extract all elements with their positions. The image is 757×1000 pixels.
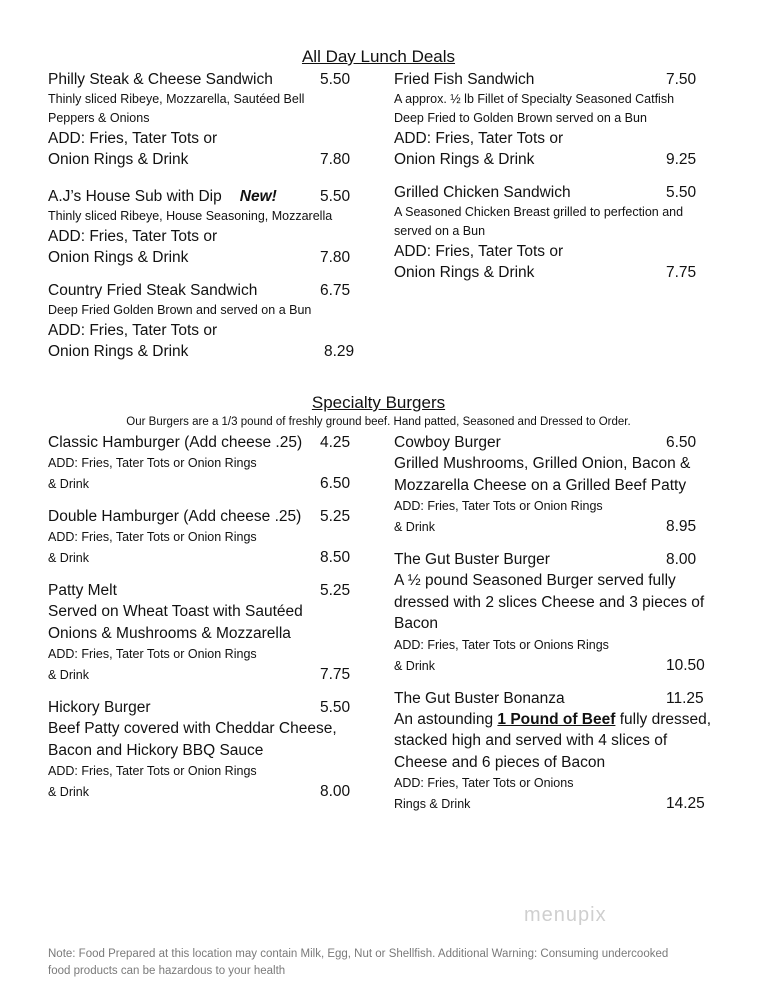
item-desc: Beef Patty covered with Cheddar Cheese, bbox=[48, 720, 337, 737]
item-addon: & Drink bbox=[48, 477, 89, 491]
item-addon: ADD: Fries, Tater Tots or bbox=[48, 228, 218, 245]
item-price: 5.25 bbox=[320, 508, 351, 525]
item-name: Hickory Burger bbox=[48, 699, 151, 716]
item-addon-price: 7.80 bbox=[320, 151, 351, 168]
item-name: Classic Hamburger (Add cheese .25) bbox=[48, 434, 303, 451]
menu-item bbox=[394, 549, 734, 677]
item-addon-price: 8.95 bbox=[666, 518, 697, 535]
item-name-row bbox=[394, 69, 714, 90]
burgers-subtitle: Our Burgers are a 1/3 pound of freshly ground beef. Hand patted, Seasoned and Dressed to Order. bbox=[126, 416, 631, 428]
menu-item bbox=[48, 697, 358, 803]
item-addon: ADD: Fries, Tater Tots or Onion Rings bbox=[48, 764, 257, 778]
item-name-row bbox=[48, 186, 358, 207]
item-name-row bbox=[48, 280, 358, 301]
item-addon-price: 7.80 bbox=[320, 249, 351, 266]
item-addon: Onion Rings & Drink bbox=[48, 343, 189, 360]
item-desc-rich bbox=[394, 709, 734, 731]
item-price: 5.50 bbox=[320, 699, 351, 716]
item-name-row bbox=[394, 688, 734, 709]
menu-item bbox=[48, 280, 358, 362]
item-name: Country Fried Steak Sandwich bbox=[48, 282, 258, 299]
lunch-right-column bbox=[394, 69, 714, 297]
item-price: 7.50 bbox=[666, 71, 697, 88]
item-addon-price: 8.00 bbox=[320, 783, 351, 800]
item-desc: Grilled Mushrooms, Grilled Onion, Bacon & bbox=[394, 455, 691, 472]
item-desc: Peppers & Onions bbox=[48, 111, 150, 125]
item-name: A.J’s House Sub with Dip bbox=[48, 188, 222, 205]
item-name-row bbox=[48, 432, 358, 453]
item-addon: ADD: Fries, Tater Tots or Onion Rings bbox=[48, 647, 257, 661]
item-desc: Thinly sliced Ribeye, Mozzarella, Sautéed Bell bbox=[48, 92, 305, 106]
item-addon-row bbox=[394, 149, 714, 170]
item-desc: Served on Wheat Toast with Sautéed bbox=[48, 603, 303, 620]
item-desc: dressed with 2 slices Cheese and 3 pieces of bbox=[394, 593, 705, 611]
item-desc: A approx. ½ lb Fillet of Specialty Seasoned Catfish bbox=[394, 92, 675, 106]
desc-text: An astounding bbox=[394, 710, 498, 728]
item-desc: A ½ pound Seasoned Burger served fully bbox=[394, 572, 676, 589]
item-desc: Mozzarella Cheese on a Grilled Beef Patty bbox=[394, 476, 687, 494]
item-addon-price: 9.25 bbox=[666, 151, 697, 168]
item-addon: ADD: Fries, Tater Tots or Onions Rings bbox=[394, 637, 609, 652]
desc-highlight: 1 Pound of Beef bbox=[497, 710, 616, 728]
item-addon-row bbox=[48, 664, 358, 686]
item-addon: ADD: Fries, Tater Tots or Onion Rings bbox=[48, 456, 257, 470]
menu-item bbox=[48, 580, 358, 686]
burgers-left-column bbox=[48, 432, 358, 817]
item-addon-price: 6.50 bbox=[320, 475, 351, 492]
item-name: Fried Fish Sandwich bbox=[394, 71, 535, 88]
item-addon: Onion Rings & Drink bbox=[48, 249, 189, 266]
item-desc: served on a Bun bbox=[394, 224, 486, 238]
item-addon: ADD: Fries, Tater Tots or Onion Rings bbox=[394, 499, 603, 513]
lunch-section-title: All Day Lunch Deals bbox=[301, 47, 456, 66]
new-badge: New! bbox=[239, 188, 277, 205]
item-addon: ADD: Fries, Tater Tots or bbox=[394, 243, 564, 260]
menu-item bbox=[48, 506, 358, 569]
item-addon-row bbox=[394, 516, 734, 538]
item-name: Philly Steak & Cheese Sandwich bbox=[48, 71, 273, 88]
lunch-left-column bbox=[48, 69, 358, 376]
menu-item bbox=[48, 432, 358, 495]
item-addon-row bbox=[48, 247, 358, 268]
item-addon: ADD: Fries, Tater Tots or bbox=[48, 322, 218, 339]
item-addon: & Drink bbox=[48, 551, 89, 565]
item-addon-price: 10.50 bbox=[666, 656, 705, 674]
item-price: 6.75 bbox=[320, 282, 351, 299]
item-addon-row bbox=[394, 262, 714, 283]
item-addon: & Drink bbox=[48, 785, 89, 799]
menu-item bbox=[48, 69, 358, 170]
item-addon: & Drink bbox=[48, 668, 89, 682]
item-name: The Gut Buster Bonanza bbox=[394, 689, 565, 707]
item-price: 8.00 bbox=[666, 551, 697, 568]
item-price: 5.25 bbox=[320, 582, 351, 599]
item-price: 4.25 bbox=[320, 434, 351, 451]
item-name-row bbox=[394, 549, 734, 570]
item-addon: & Drink bbox=[394, 658, 435, 673]
item-name-row bbox=[394, 182, 714, 203]
item-addon-row bbox=[48, 547, 358, 569]
menu-item bbox=[394, 688, 734, 816]
item-addon: Rings & Drink bbox=[394, 797, 471, 811]
item-addon: ADD: Fries, Tater Tots or bbox=[48, 130, 218, 147]
item-addon-row bbox=[48, 473, 358, 495]
desc-text: fully dressed, bbox=[615, 710, 712, 728]
item-addon: & Drink bbox=[394, 520, 435, 534]
item-addon-price: 14.25 bbox=[666, 795, 705, 812]
item-addon-row bbox=[48, 781, 358, 803]
allergen-note: Note: Food Prepared at this location may contain Milk, Egg, Nut or Shellfish. Additional Warning: Consuming undercooked food products can be hazardous to your health bbox=[48, 948, 669, 977]
item-desc: Deep Fried Golden Brown and served on a Bun bbox=[48, 303, 312, 317]
item-price: 6.50 bbox=[666, 434, 697, 451]
watermark-logo: menupix bbox=[524, 904, 607, 926]
menu-item bbox=[48, 186, 358, 268]
item-name-row bbox=[48, 506, 358, 527]
item-addon: ADD: Fries, Tater Tots or Onions bbox=[394, 776, 574, 790]
item-addon: ADD: Fries, Tater Tots or Onion Rings bbox=[48, 530, 257, 544]
item-addon-price: 7.75 bbox=[666, 264, 697, 281]
item-name-row bbox=[394, 432, 734, 453]
menu-item bbox=[394, 432, 734, 538]
item-price: 5.50 bbox=[666, 184, 697, 201]
item-name-row bbox=[48, 69, 358, 90]
item-addon-row bbox=[48, 149, 358, 170]
item-desc: Thinly sliced Ribeye, House Seasoning, Mozzarella bbox=[48, 209, 333, 223]
item-addon-price: 8.50 bbox=[320, 549, 351, 566]
item-name-row bbox=[48, 697, 358, 718]
menu-item bbox=[394, 69, 714, 170]
item-addon: Onion Rings & Drink bbox=[394, 151, 535, 168]
item-addon: ADD: Fries, Tater Tots or bbox=[394, 130, 564, 147]
item-desc: Bacon bbox=[394, 615, 438, 632]
item-price: 5.50 bbox=[320, 71, 351, 88]
item-desc: Bacon and Hickory BBQ Sauce bbox=[48, 741, 264, 759]
burgers-section-title: Specialty Burgers bbox=[311, 393, 446, 412]
item-desc: Deep Fried to Golden Brown served on a Bun bbox=[394, 111, 647, 125]
item-addon-price: 8.29 bbox=[324, 343, 355, 360]
item-name: Grilled Chicken Sandwich bbox=[394, 184, 571, 201]
item-name: Double Hamburger (Add cheese .25) bbox=[48, 508, 302, 525]
item-desc: stacked high and served with 4 slices of bbox=[394, 732, 668, 749]
item-addon-row bbox=[394, 655, 734, 677]
item-name: Cowboy Burger bbox=[394, 434, 501, 451]
item-addon-row bbox=[48, 341, 358, 362]
item-price: 5.50 bbox=[320, 188, 351, 205]
item-name: The Gut Buster Burger bbox=[394, 551, 550, 568]
menu-item bbox=[394, 182, 714, 283]
item-addon-price: 7.75 bbox=[320, 666, 351, 683]
burgers-right-column bbox=[394, 432, 734, 829]
item-desc: A Seasoned Chicken Breast grilled to perfection and bbox=[394, 205, 684, 219]
item-addon: Onion Rings & Drink bbox=[48, 151, 189, 168]
item-price: 11.25 bbox=[666, 689, 704, 707]
item-desc: Cheese and 6 pieces of Bacon bbox=[394, 753, 606, 771]
item-name-row bbox=[48, 580, 358, 601]
item-name: Patty Melt bbox=[48, 582, 117, 599]
item-addon: Onion Rings & Drink bbox=[394, 264, 535, 281]
item-desc: Onions & Mushrooms & Mozzarella bbox=[48, 624, 291, 642]
item-addon-row bbox=[394, 793, 734, 815]
